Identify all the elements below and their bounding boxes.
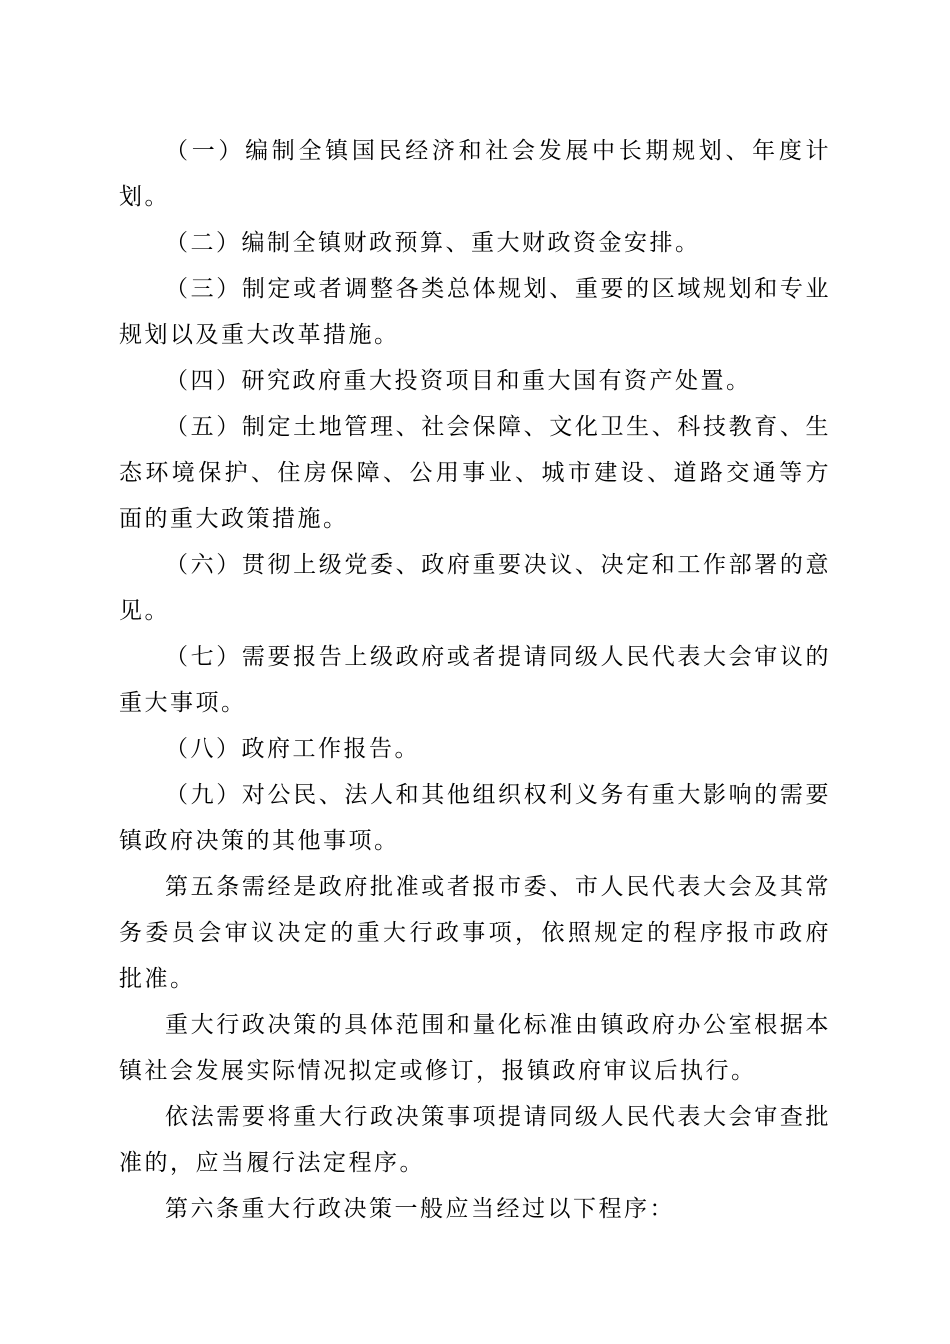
- paragraph-item-3: （三）制定或者调整各类总体规划、重要的区域规划和专业规划以及重大改革措施。: [119, 276, 831, 347]
- paragraph-item-13: 第六条重大行政决策一般应当经过以下程序：: [165, 1196, 675, 1221]
- paragraph-item-11: 重大行政决策的具体范围和量化标准由镇政府办公室根据本镇社会发展实际情况拟定或修订，报镇政府审议后执行。: [119, 1012, 831, 1083]
- paragraph-item-7: （七）需要报告上级政府或者提请同级人民代表大会审议的重大事项。: [119, 644, 831, 715]
- paragraph-item-5: （五）制定土地管理、社会保障、文化卫生、科技教育、生态环境保护、住房保障、公用事业、城市建设、道路交通等方面的重大政策措施。: [119, 414, 831, 531]
- paragraph-item-9: （九）对公民、法人和其他组织权利义务有重大影响的需要镇政府决策的其他事项。: [119, 782, 831, 853]
- paragraph-item-6: （六）贯彻上级党委、政府重要决议、决定和工作部署的意见。: [119, 552, 831, 623]
- paragraph-item-4: （四）研究政府重大投资项目和重大国有资产处置。: [165, 368, 752, 393]
- paragraph-item-1: （一）编制全镇国民经济和社会发展中长期规划、年度计划。: [119, 138, 831, 209]
- paragraph-item-12: 依法需要将重大行政决策事项提请同级人民代表大会审查批准的，应当履行法定程序。: [119, 1104, 831, 1175]
- document-body: [119, 128, 831, 1232]
- paragraph-item-8: （八）政府工作报告。: [165, 736, 420, 761]
- paragraph-item-10: 第五条需经是政府批准或者报市委、市人民代表大会及其常务委员会审议决定的重大行政事项，依照规定的程序报市政府批准。: [119, 874, 831, 991]
- paragraph-item-2: （二）编制全镇财政预算、重大财政资金安排。: [165, 230, 701, 255]
